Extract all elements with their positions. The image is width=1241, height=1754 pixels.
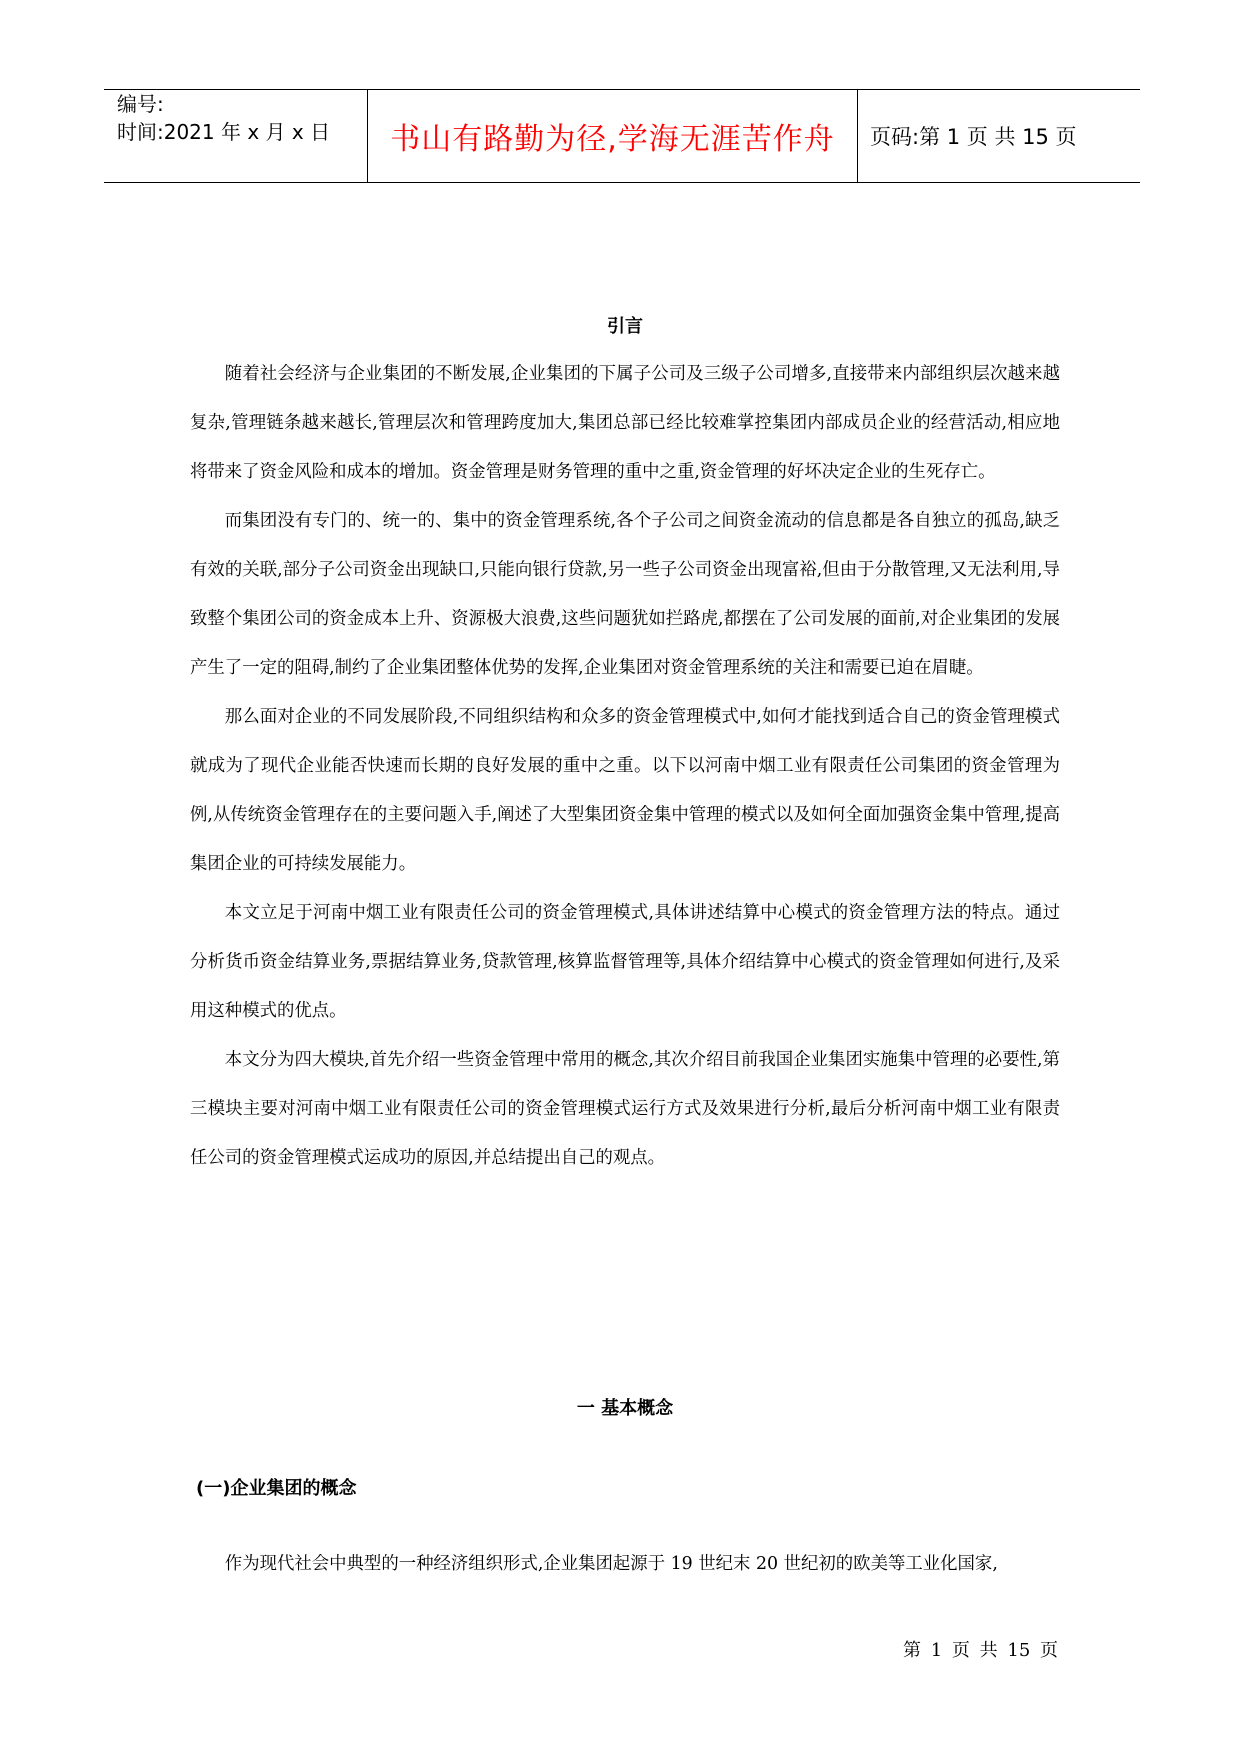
header-meta <box>117 90 367 146</box>
last-paragraph-wrap <box>190 1540 1060 1589</box>
header-divider-right <box>857 90 858 182</box>
section-title-wrap <box>190 1394 1060 1420</box>
paragraph: 作为现代社会中典型的一种经济组织形式,企业集团起源于 19 世纪末 20 世纪初的欧美等工业化国家, <box>224 1554 998 1574</box>
paragraph: 而集团没有专门的、统一的、集中的资金管理系统,各个子公司之间资金流动的信息都是各自独立的孤岛,缺乏有效的关联,部分子公司资金出现缺口,只能向银行贷款,另一些子公司资金出现富裕,但由于分散管理,又无法利用,导致整个集团公司的资金成本上升、资源极大浪费,这些问题犹如拦路虎,都摆在了公司发展的面前,对企业集团的发展产生了一定的阻碍,制约了企业集团整体优势的发挥,企业集团对资金管理系统的关注和需要已迫在眉睫。 <box>190 511 1060 678</box>
header-page-info: 页码:第 1 页 共 15 页 <box>870 125 1077 149</box>
paragraph: 本文分为四大模块,首先介绍一些资金管理中常用的概念,其次介绍目前我国企业集团实施集中管理的必要性,第三模块主要对河南中烟工业有限责任公司的资金管理模式运行方式及效果进行分析,最后分析河南中烟工业有限责任公司的资金管理模式运成功的原因,并总结提出自己的观点。 <box>190 1050 1060 1168</box>
footer-page-number: 第 1 页 共 15 页 <box>903 1640 1058 1661</box>
paragraph: 那么面对企业的不同发展阶段,不同组织结构和众多的资金管理模式中,如何才能找到适合自己的资金管理模式就成为了现代企业能否快速而长期的良好发展的重中之重。以下以河南中烟工业有限责任公司集团的资金管理为例,从传统资金管理存在的主要问题入手,阐述了大型集团资金集中管理的模式以及如何全面加强资金集中管理,提高集团企业的可持续发展能力。 <box>190 707 1060 874</box>
paragraph: 随着社会经济与企业集团的不断发展,企业集团的下属子公司及三级子公司增多,直接带来内部组织层次越来越复杂,管理链条越来越长,管理层次和管理跨度加大,集团总部已经比较难掌控集团内部成员企业的经营活动,相应地将带来了资金风险和成本的增加。资金管理是财务管理的重中之重,资金管理的好坏决定企业的生死存亡。 <box>190 364 1060 482</box>
subsection-heading: (一)企业集团的概念 <box>196 1478 357 1499</box>
paragraph: 本文立足于河南中烟工业有限责任公司的资金管理模式,具体讲述结算中心模式的资金管理方法的特点。通过分析货币资金结算业务,票据结算业务,贷款管理,核算监督管理等,具体介绍结算中心模式的资金管理如何进行,及采用这种模式的优点。 <box>190 903 1060 1021</box>
header-bottom-rule <box>104 182 1140 183</box>
intro-heading: 引言 <box>607 316 643 337</box>
section-heading: 一 基本概念 <box>576 1398 674 1419</box>
serial-label: 编号: <box>117 92 164 116</box>
intro-section <box>190 312 1060 1183</box>
header-motto: 书山有路勤为径,学海无涯苦作舟 <box>390 122 835 157</box>
time-label: 时间:2021 年 x 月 x 日 <box>117 120 331 144</box>
